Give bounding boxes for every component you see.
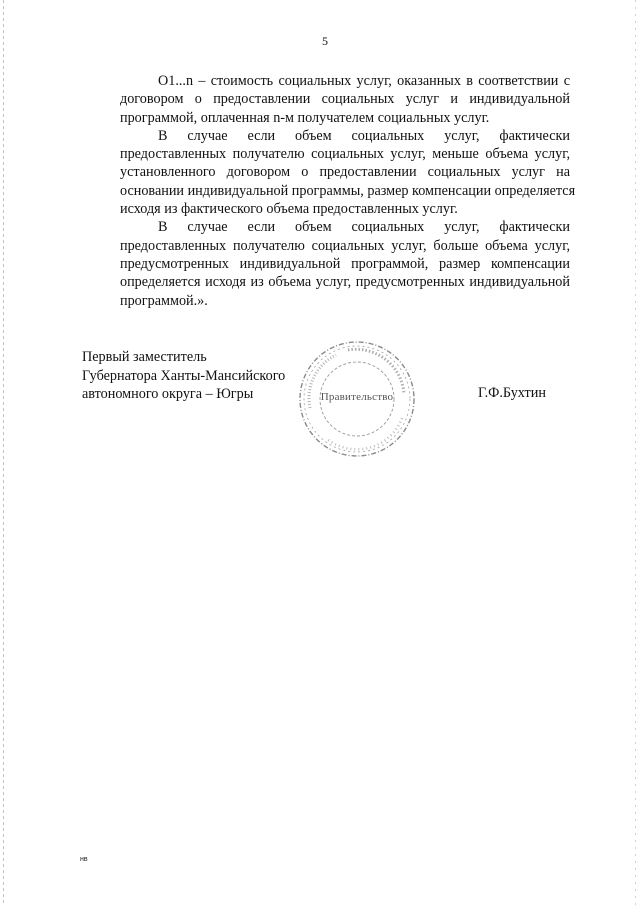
text-line: предусмотренных индивидуальной программой, размер компенсации bbox=[120, 255, 570, 272]
text-line: программой.». bbox=[120, 292, 208, 309]
text-line: исходя из фактического объема предоставленных услуг. bbox=[120, 201, 458, 218]
paragraph-2 bbox=[82, 127, 576, 218]
text-line: В случае если объем социальных услуг, фактически bbox=[158, 127, 570, 144]
page-number: 5 bbox=[322, 34, 328, 48]
signer-position-line: Первый заместитель bbox=[82, 349, 207, 365]
footer-initials: нв bbox=[80, 856, 88, 863]
text-line: O1...n – стоимость социальных услуг, оказанных в соответствии с bbox=[158, 73, 570, 89]
text-line: основании индивидуальной программы, размер компенсации определяется bbox=[120, 182, 576, 199]
paragraph-3 bbox=[82, 218, 570, 309]
signer-position-line: Губернатора Ханты-Мансийского bbox=[82, 367, 286, 384]
text-line: В случае если объем социальных услуг, фактически bbox=[158, 219, 570, 236]
text-line: договором о предоставлении социальных услуг и индивидуальной bbox=[120, 91, 570, 108]
paragraph-1 bbox=[82, 72, 570, 127]
scan-edge-left bbox=[3, 0, 4, 905]
body-text bbox=[82, 72, 576, 310]
signer-position-line: автономного округа – Югры bbox=[82, 386, 254, 402]
text-line: предоставленных получателю социальных услуг, больше объема услуг, bbox=[120, 237, 570, 254]
text-line: установленного договором о предоставлении социальных услуг на bbox=[120, 164, 570, 181]
text-line: определяется исходя из объема услуг, предусмотренных индивидуальной bbox=[120, 274, 570, 291]
signer-name: Г.Ф.Бухтин bbox=[478, 385, 546, 401]
signature-block bbox=[82, 348, 285, 404]
text-line: программой, оплаченная n-м получателем социальных услуг. bbox=[120, 109, 490, 126]
official-seal bbox=[296, 338, 418, 460]
seal-center-text: Правительство bbox=[320, 391, 394, 403]
scan-edge-right bbox=[635, 0, 636, 905]
text-line: предоставленных получателю социальных услуг, меньше объема услуг, bbox=[120, 146, 570, 163]
